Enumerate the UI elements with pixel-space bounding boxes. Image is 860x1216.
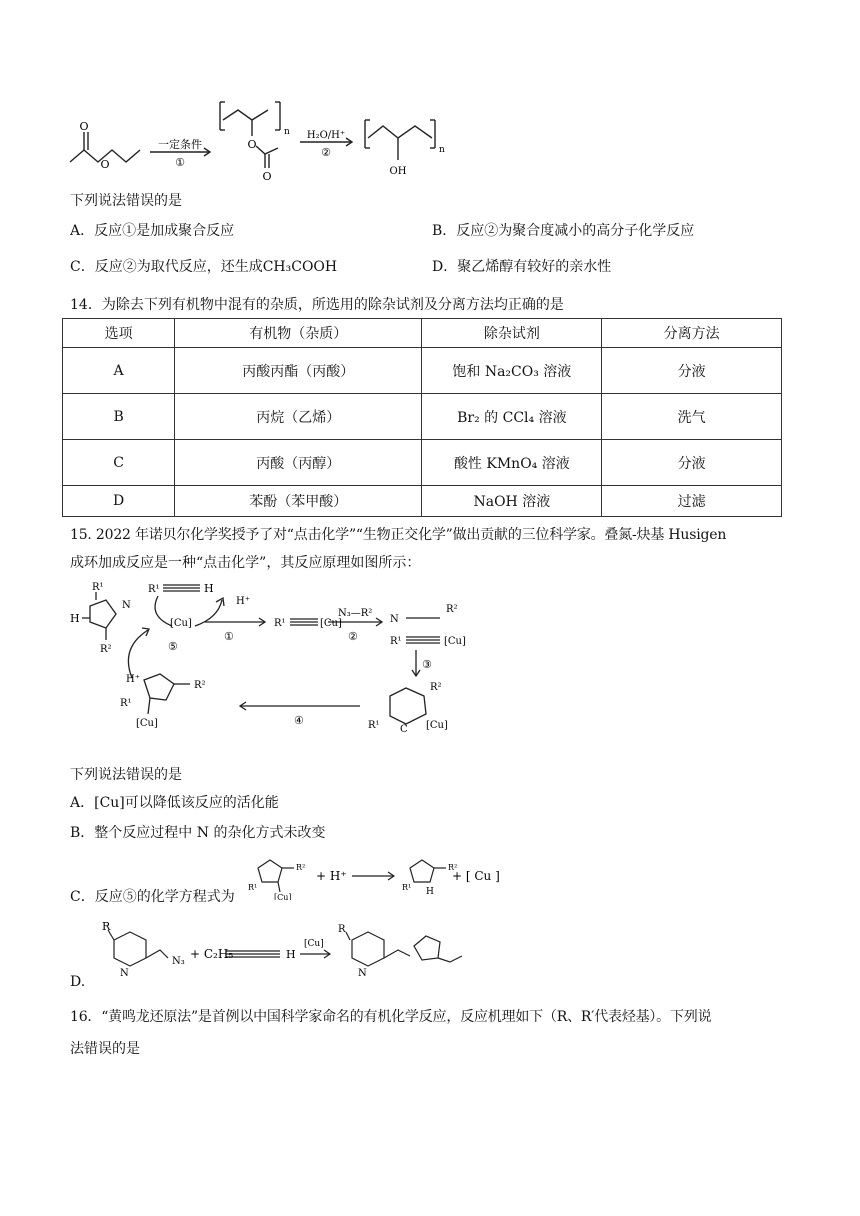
q13-oh-label: OH: [389, 166, 407, 177]
eq-d-h: H: [286, 948, 296, 961]
cycle-r1-alkyne: R¹: [148, 584, 160, 595]
q13-option-b[interactable]: B．反应②为聚合度减小的高分子化学反应: [432, 223, 695, 239]
cycle-hplus-triazole: H⁺: [126, 674, 140, 685]
cycle-cu-center: [Cu]: [170, 618, 192, 629]
eq-d-c2h5: + C₂H₅: [190, 947, 234, 961]
eq-c-h-right: H: [426, 887, 434, 897]
cell-reagent: NaOH 溶液: [422, 486, 602, 517]
cycle-n-int2: N: [390, 614, 399, 625]
eq-c-r2-left: R²: [296, 863, 306, 872]
cycle-r2-product: R²: [100, 644, 112, 655]
q13-n-label-2: n: [439, 145, 445, 155]
cell-method: 洗气: [602, 394, 782, 440]
eq-d-n-left: N: [120, 968, 129, 979]
cell-reagent: Br₂ 的 CCl₄ 溶液: [422, 394, 602, 440]
cycle-r1-ring: R¹: [368, 720, 380, 731]
q13-option-a[interactable]: A．反应①是加成聚合反应: [70, 223, 235, 239]
svg-text:O: O: [100, 158, 110, 171]
cycle-r2-triazole: R²: [194, 680, 206, 691]
q15-stem-line1: 15. 2022 年诺贝尔化学奖授予了对“点击化学”“生物正交化学”做出贡献的三位科学家。叠氮-炔基 Husigen: [70, 527, 727, 543]
cycle-cu-int2: [Cu]: [444, 636, 466, 647]
q15-option-b[interactable]: B．整个反应过程中 N 的杂化方式未改变: [70, 825, 326, 841]
cycle-hplus: H⁺: [236, 596, 250, 607]
header-compound: 有机物（杂质）: [175, 319, 422, 348]
eq-c-plus-cu: + [ Cu ]: [452, 869, 500, 883]
svg-text:O: O: [247, 138, 257, 151]
q14-table: [62, 318, 782, 517]
q13-reaction-scheme: [60, 90, 460, 185]
table-row: [63, 440, 782, 486]
eq-c-r1-right: R¹: [402, 883, 412, 892]
q13-condition-1: 一定条件: [158, 138, 202, 151]
eq-c-cu-left: [Cu]: [274, 893, 292, 900]
cycle-cu-triazole: [Cu]: [136, 718, 158, 729]
q14-stem: 14．为除去下列有机物中混有的杂质，所选用的除杂试剂及分离方法均正确的是: [70, 297, 564, 313]
q13-option-d[interactable]: D．聚乙烯醇有较好的亲水性: [432, 259, 612, 275]
cycle-r2-ring: R²: [430, 682, 442, 693]
q15-stem-line2: 成环加成反应是一种“点击化学”，其反应原理如图所示：: [70, 555, 421, 571]
table-row: [63, 348, 782, 394]
eq-c-r2-right: R²: [448, 863, 458, 872]
cell-reagent: 饱和 Na₂CO₃ 溶液: [422, 348, 602, 394]
cycle-step-3: ③: [422, 658, 432, 671]
cycle-cu-int1: [Cu]: [320, 618, 342, 629]
cell-reagent: 酸性 KMnO₄ 溶液: [422, 440, 602, 486]
q13-condition-2: H₂O/H⁺: [306, 130, 346, 141]
q15-option-c-equation: [244, 848, 504, 900]
svg-text:O: O: [79, 120, 89, 133]
q15-option-a[interactable]: A．[Cu]可以降低该反应的活化能: [70, 795, 279, 811]
cell-method: 分液: [602, 348, 782, 394]
cell-option: D: [63, 486, 175, 517]
q15-option-c[interactable]: C．反应⑤的化学方程式为: [70, 889, 235, 905]
cycle-r2-int2: R²: [446, 604, 458, 615]
cycle-step-1: ①: [224, 630, 234, 643]
q15-option-d[interactable]: D.: [70, 974, 86, 990]
q13-step-2: ②: [321, 146, 331, 159]
q13-prompt: 下列说法错误的是: [70, 193, 182, 209]
cell-compound: 丙酸（丙醇）: [175, 440, 422, 486]
eq-d-cu: [Cu]: [304, 939, 324, 949]
cell-option: A: [63, 348, 175, 394]
cell-method: 分液: [602, 440, 782, 486]
cell-compound: 苯酚（苯甲酸）: [175, 486, 422, 517]
eq-d-r-right: R: [338, 924, 346, 935]
eq-d-n3: N₃: [172, 956, 185, 967]
eq-d-n-right: N: [358, 968, 367, 979]
cell-option: B: [63, 394, 175, 440]
cycle-r1-triazole: R¹: [120, 698, 132, 709]
q15-option-d-equation: [92, 918, 472, 980]
cycle-r1-int1: R¹: [274, 618, 286, 629]
q16-stem-line1: 16．“黄鸣龙还原法”是首例以中国科学家命名的有机化学反应，反应机理如下（R、R′代表烃基）。下列说: [70, 1009, 712, 1025]
q13-step-1: ①: [175, 156, 185, 169]
q16-stem-line2: 法错误的是: [70, 1041, 140, 1057]
cycle-step-2: ②: [348, 630, 358, 643]
table-row: [63, 486, 782, 517]
cycle-r1-product: R¹: [92, 582, 104, 593]
cycle-r1-int2: R¹: [390, 636, 402, 647]
cycle-azide: N₃—R²: [338, 608, 373, 619]
svg-text:O: O: [262, 170, 272, 183]
eq-c-r1-left: R¹: [248, 883, 258, 892]
cell-compound: 丙酸丙酯（丙酸）: [175, 348, 422, 394]
q13-n-label-1: n: [284, 127, 290, 137]
cycle-c-ring: C: [400, 724, 408, 735]
cycle-cu-ring: [Cu]: [426, 720, 448, 731]
q15-prompt: 下列说法错误的是: [70, 767, 182, 783]
header-reagent: 除杂试剂: [422, 319, 602, 348]
header-option: 选项: [63, 319, 175, 348]
eq-c-plus-h: + H⁺: [316, 869, 347, 883]
q15-catalytic-cycle-diagram: [60, 578, 480, 753]
cycle-n-product: N: [122, 600, 131, 611]
cycle-step-4: ④: [294, 714, 304, 727]
cell-option: C: [63, 440, 175, 486]
cycle-h-alkyne: H: [204, 582, 214, 595]
cycle-h-product: H: [70, 612, 80, 625]
table-header-row: [63, 319, 782, 348]
q13-option-c[interactable]: C．反应②为取代反应，还生成CH₃COOH: [70, 259, 338, 275]
cell-method: 过滤: [602, 486, 782, 517]
table-row: [63, 394, 782, 440]
cell-compound: 丙烷（乙烯）: [175, 394, 422, 440]
header-method: 分离方法: [602, 319, 782, 348]
eq-d-r-left: R: [102, 920, 111, 933]
cycle-step-5: ⑤: [168, 640, 178, 653]
